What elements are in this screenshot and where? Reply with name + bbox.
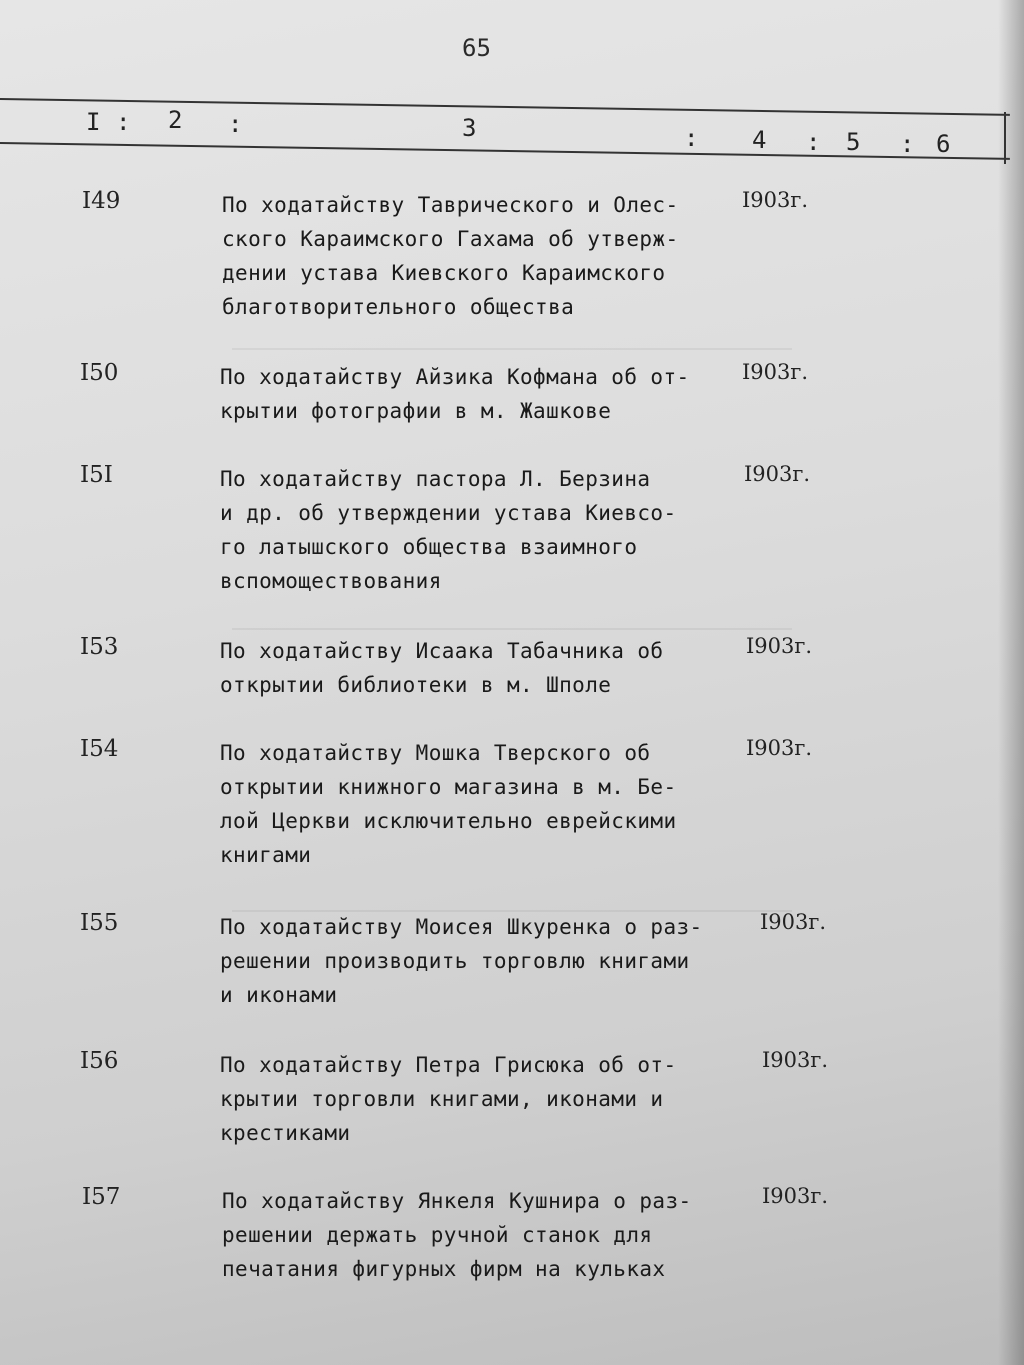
entry-line: По ходатайству Петра Грисюка об от- xyxy=(220,1053,677,1077)
entry-description xyxy=(220,360,740,428)
entry-description xyxy=(222,1184,742,1286)
column-header-1: I xyxy=(86,108,101,136)
entry-line: книгами xyxy=(220,843,312,867)
entry-number: I50 xyxy=(80,360,119,386)
entry-line: лой Церкви исключительно еврейскими xyxy=(220,809,677,833)
entry-date: I903г. xyxy=(746,736,813,760)
column-header-3: 3 xyxy=(462,114,477,142)
entry-line: благотворительного общества xyxy=(222,295,575,319)
entry-line: По ходатайству Исаака Табачника об xyxy=(220,639,664,663)
entry-description xyxy=(220,462,740,598)
show-through-mark xyxy=(232,880,792,912)
entry-number: I56 xyxy=(80,1048,119,1074)
entry-description xyxy=(220,634,740,702)
entry-line: вспомоществования xyxy=(220,569,442,593)
entry-line: По ходатайству Янкеля Кушнира о раз- xyxy=(222,1189,692,1213)
entry-description xyxy=(222,188,742,324)
entry-description xyxy=(220,910,740,1012)
entry-line: ского Караимского Гахама об утверж- xyxy=(222,227,679,251)
entry-line: крестиками xyxy=(220,1121,351,1145)
entry-number: I57 xyxy=(82,1184,121,1210)
entry-number: I5I xyxy=(80,462,113,488)
entry-line: открытии книжного магазина в м. Бе- xyxy=(220,775,677,799)
show-through-mark xyxy=(232,598,792,630)
entry-number: I55 xyxy=(80,910,119,936)
entry-line: решении держать ручной станок для xyxy=(222,1223,653,1247)
header-top-rule xyxy=(0,98,1010,116)
entry-date: I903г. xyxy=(760,910,827,934)
column-header-5: 5 xyxy=(846,128,861,156)
entry-number: I49 xyxy=(82,188,121,214)
entry-line: крытии фотографии в м. Жашкове xyxy=(220,399,612,423)
column-separator: : xyxy=(116,108,131,136)
page-number: 65 xyxy=(462,34,491,62)
entry-line: По ходатайству пастора Л. Берзина xyxy=(220,467,651,491)
entry-line: и иконами xyxy=(220,983,338,1007)
entry-number: I53 xyxy=(80,634,119,660)
column-header-6: 6 xyxy=(936,130,951,158)
entry-date: I903г. xyxy=(762,1184,829,1208)
column-separator: : xyxy=(228,110,243,138)
entry-line: открытии библиотеки в м. Шполе xyxy=(220,673,612,697)
entry-date: I903г. xyxy=(744,462,811,486)
column-header-4: 4 xyxy=(752,126,767,154)
entry-line: крытии торговли книгами, иконами и xyxy=(220,1087,664,1111)
entry-date: I903г. xyxy=(746,634,813,658)
column-separator: : xyxy=(900,130,915,158)
header-right-rule xyxy=(1004,112,1006,164)
entry-number: I54 xyxy=(80,736,119,762)
column-header-2: 2 xyxy=(168,106,183,134)
entry-line: По ходатайству Айзика Кофмана об от- xyxy=(220,365,690,389)
entry-date: I903г. xyxy=(742,360,809,384)
entry-line: го латышского общества взаимного xyxy=(220,535,638,559)
entry-line: печатания фигурных фирм на кульках xyxy=(222,1257,666,1281)
entry-line: дении устава Киевского Караимского xyxy=(222,261,666,285)
page-edge-shadow xyxy=(998,0,1024,1365)
entry-line: и др. об утверждении устава Киевсо- xyxy=(220,501,677,525)
entry-line: По ходатайству Мошка Тверского об xyxy=(220,741,651,765)
entry-date: I903г. xyxy=(742,188,809,212)
entry-date: I903г. xyxy=(762,1048,829,1072)
entry-line: решении производить торговлю книгами xyxy=(220,949,690,973)
entry-line: По ходатайству Таврического и Олес- xyxy=(222,193,679,217)
column-separator: : xyxy=(684,124,699,152)
column-separator: : xyxy=(806,128,821,156)
entry-description xyxy=(220,736,740,872)
entry-line: По ходатайству Моисея Шкуренка о раз- xyxy=(220,915,703,939)
entry-description xyxy=(220,1048,740,1150)
